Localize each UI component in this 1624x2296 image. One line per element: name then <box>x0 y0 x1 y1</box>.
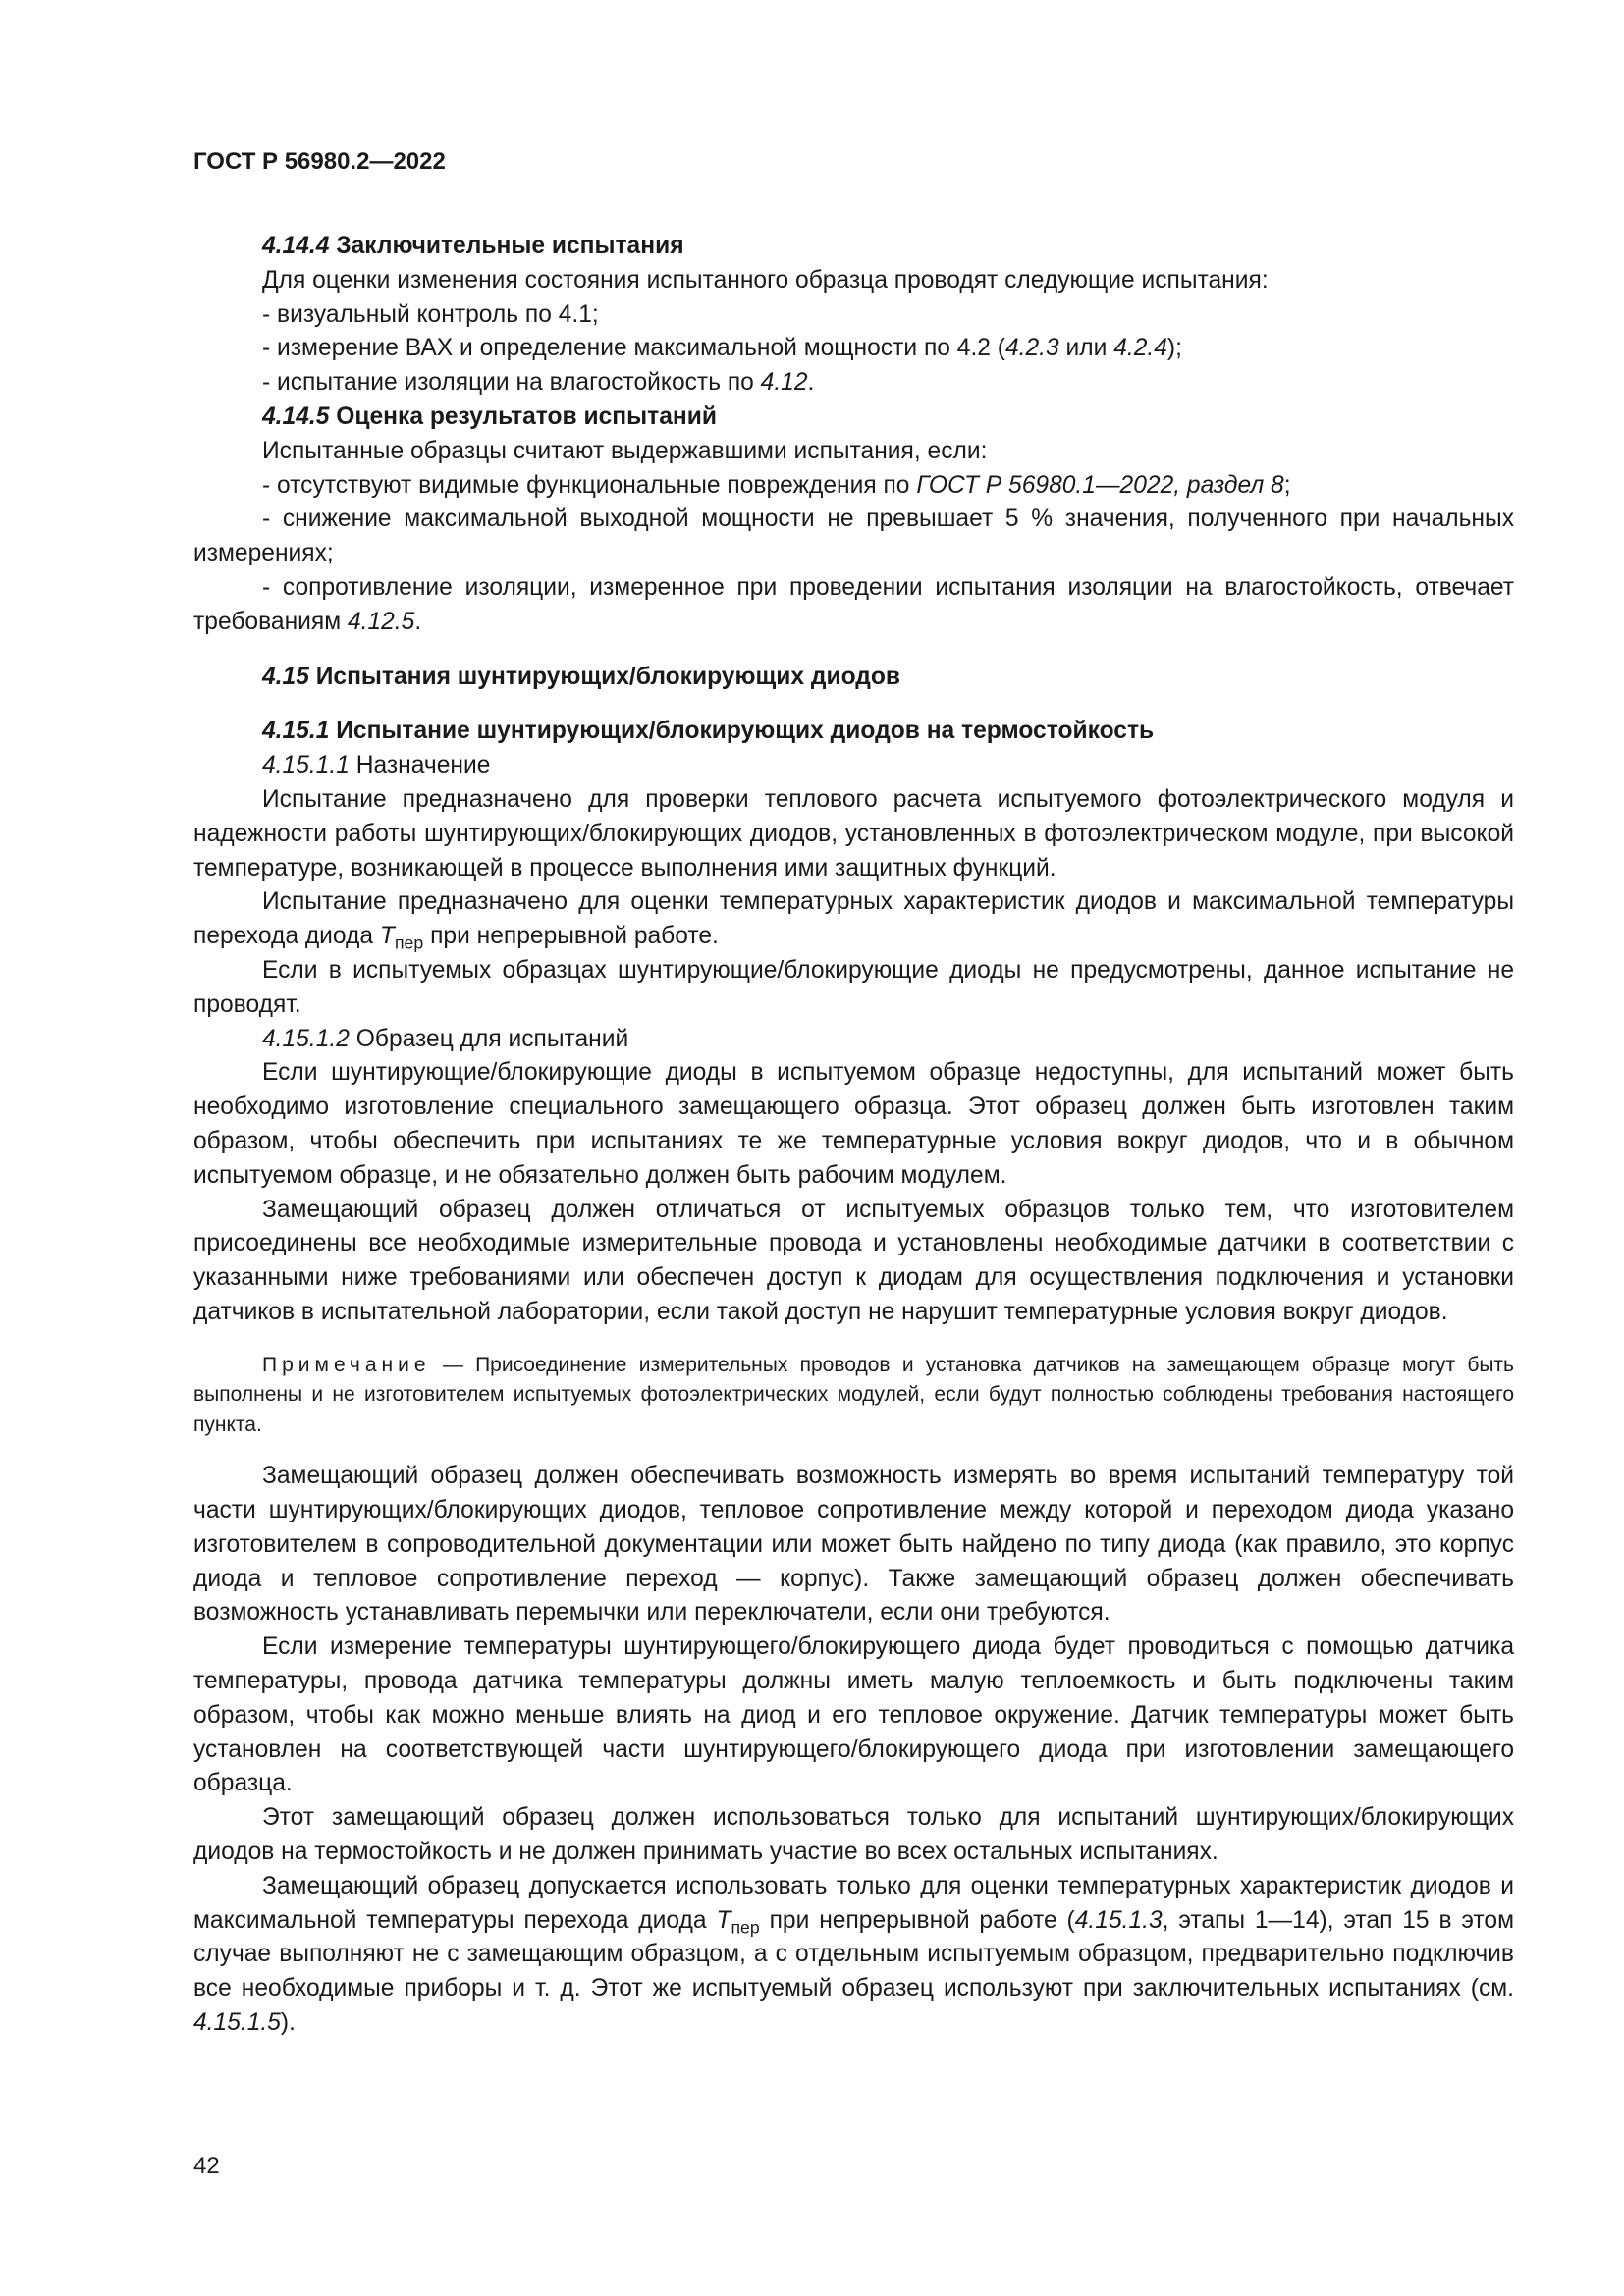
list-item: - визуальный контроль по 4.1; <box>262 300 599 328</box>
list-item: - отсутствуют видимые функциональные повреждения по ГОСТ Р 56980.1—2022, раздел 8; <box>262 471 1291 499</box>
heading-4-15-1: 4.15.1 Испытание шунтирующих/блокирующих диодов на термостойкость <box>262 718 1155 745</box>
document-page <box>193 145 1514 2041</box>
symbol-subscript: пер <box>731 1916 760 1937</box>
paragraph: Испытание предназначено для оценки температурных характеристик диодов и максимальной температуры перехода диода $T_{пер}$ при непрерывной работе. <box>193 888 1514 953</box>
paragraph: Замещающий образец должен обеспечивать возможность измерять во время испытаний температуру той части шунтирующих/блокирующих диодов, тепловое сопротивление между которой и переходом диода указано изготовителем в сопроводительной документации или может быть найдено по типу диода (как правило, это корпус диода и тепловое сопротивление переход — корпус). Также замещающий образец должен обеспечивать возможность устанавливать перемычки или переключатели, если они требуются. <box>193 1463 1514 1627</box>
paragraph: Замещающий образец допускается использовать только для оценки температурных характеристик диодов и максимальной температуры перехода диода $T_{пер}$ при непрерывной работе (4.15.1.3, этапы 1—14), этап 15 в этом случае выполняют не с замещающим образцом, а с отдельным испытуемым образцом, предварительно подключив все необходимые приборы и т. д. Этот же испытуемый образец используют при заключительных испытаниях (см. 4.15.1.5). <box>193 1872 1514 2036</box>
note: Примечание — Присоединение измерительных проводов и установка датчиков на замещающем образце могут быть выполнены и не изготовителем испытуемых фотоэлектрических модулей, если будут полностью соблюдены требования настоящего пункта. <box>193 1353 1514 1436</box>
symbol-t: T <box>716 1906 731 1934</box>
symbol-t: T <box>379 923 395 950</box>
subheading-4-15-1-2: 4.15.1.2 Образец для испытаний <box>262 1025 629 1052</box>
note-label: Примечание <box>262 1353 431 1376</box>
symbol-subscript: пер <box>394 933 424 953</box>
subheading-4-15-1-1: 4.15.1.1 Назначение <box>262 752 491 779</box>
section-reference: 4.12.5 <box>347 608 415 635</box>
section-reference: 4.15.1.5 <box>193 2008 281 2036</box>
paragraph: Испытание предназначено для проверки теплового расчета испытуемого фотоэлектрического модуля и надежности работы шунтирующих/блокирующих диодов, установленных в фотоэлектрическом модуле, при высокой температуре, возникающей в процессе выполнения ими защитных функций. <box>193 785 1514 881</box>
heading-4-14-5: 4.14.5 Оценка результатов испытаний <box>262 402 717 430</box>
document-id: ГОСТ Р 56980.2—2022 <box>193 148 446 175</box>
page-number: 42 <box>193 2153 220 2179</box>
section-reference: 4.12 <box>760 369 808 397</box>
standard-reference: ГОСТ Р 56980.1—2022, раздел 8 <box>916 471 1284 499</box>
paragraph: Этот замещающий образец должен использоваться только для испытаний шунтирующих/блокирующих диодов на термостойкость и не должен принимать участие во всех остальных испытаниях. <box>193 1804 1514 1865</box>
paragraph: Если в испытуемых образцах шунтирующие/блокирующие диоды не предусмотрены, данное испытание не проводят. <box>193 956 1514 1018</box>
section-reference: 4.15.1.3 <box>1074 1906 1163 1934</box>
list-item: - измерение ВАХ и определение максимальной мощности по 4.2 (4.2.3 или 4.2.4); <box>262 335 1182 362</box>
paragraph: Для оценки изменения состояния испытанного образца проводят следующие испытания: <box>262 266 1269 294</box>
paragraph: Если шунтирующие/блокирующие диоды в испытуемом образце недоступны, для испытаний может быть необходимо изготовление специального замещающего образца. Этот образец должен быть изготовлен таким образом, чтобы обеспечить при испытаниях те же температурные условия вокруг диодов, что и в обычном испытуемом образце, и не обязательно должен быть рабочим модулем. <box>193 1059 1514 1189</box>
section-reference: 4.2.3 <box>1004 335 1059 362</box>
document-body <box>193 230 1514 2041</box>
paragraph: Испытанные образцы считают выдержавшими испытания, если: <box>262 437 988 464</box>
list-item: - испытание изоляции на влагостойкость по 4.12. <box>262 369 815 397</box>
heading-4-15: 4.15 Испытания шунтирующих/блокирующих диодов <box>262 663 901 690</box>
heading-4-14-4: 4.14.4 Заключительные испытания <box>262 233 684 259</box>
paragraph: Если измерение температуры шунтирующего/блокирующего диода будет проводиться с помощью датчика температуры, провода датчика температуры должны иметь малую теплоемкость и быть подключены таким образом, чтобы как можно меньше влиять на диод и его тепловое окружение. Датчик температуры может быть установлен на соответствующей части шунтирующего/блокирующего диода при изготовлении замещающего образца. <box>193 1633 1514 1797</box>
section-reference: 4.2.4 <box>1113 335 1167 362</box>
list-item: - снижение максимальной выходной мощности не превышает 5 % значения, полученного при начальных измерениях; <box>193 506 1514 567</box>
list-item: - сопротивление изоляции, измеренное при проведении испытания изоляции на влагостойкость, отвечает требованиям 4.12.5. <box>193 573 1514 635</box>
paragraph: Замещающий образец должен отличаться от испытуемых образцов только тем, что изготовителем присоединены все необходимые измерительные провода и установлены необходимые датчики в соответствии с указанными ниже требованиями или обеспечен доступ к диодам для осуществления подключения и установки датчиков в испытательной лаборатории, если такой доступ не нарушит температурные условия вокруг диодов. <box>193 1196 1514 1325</box>
